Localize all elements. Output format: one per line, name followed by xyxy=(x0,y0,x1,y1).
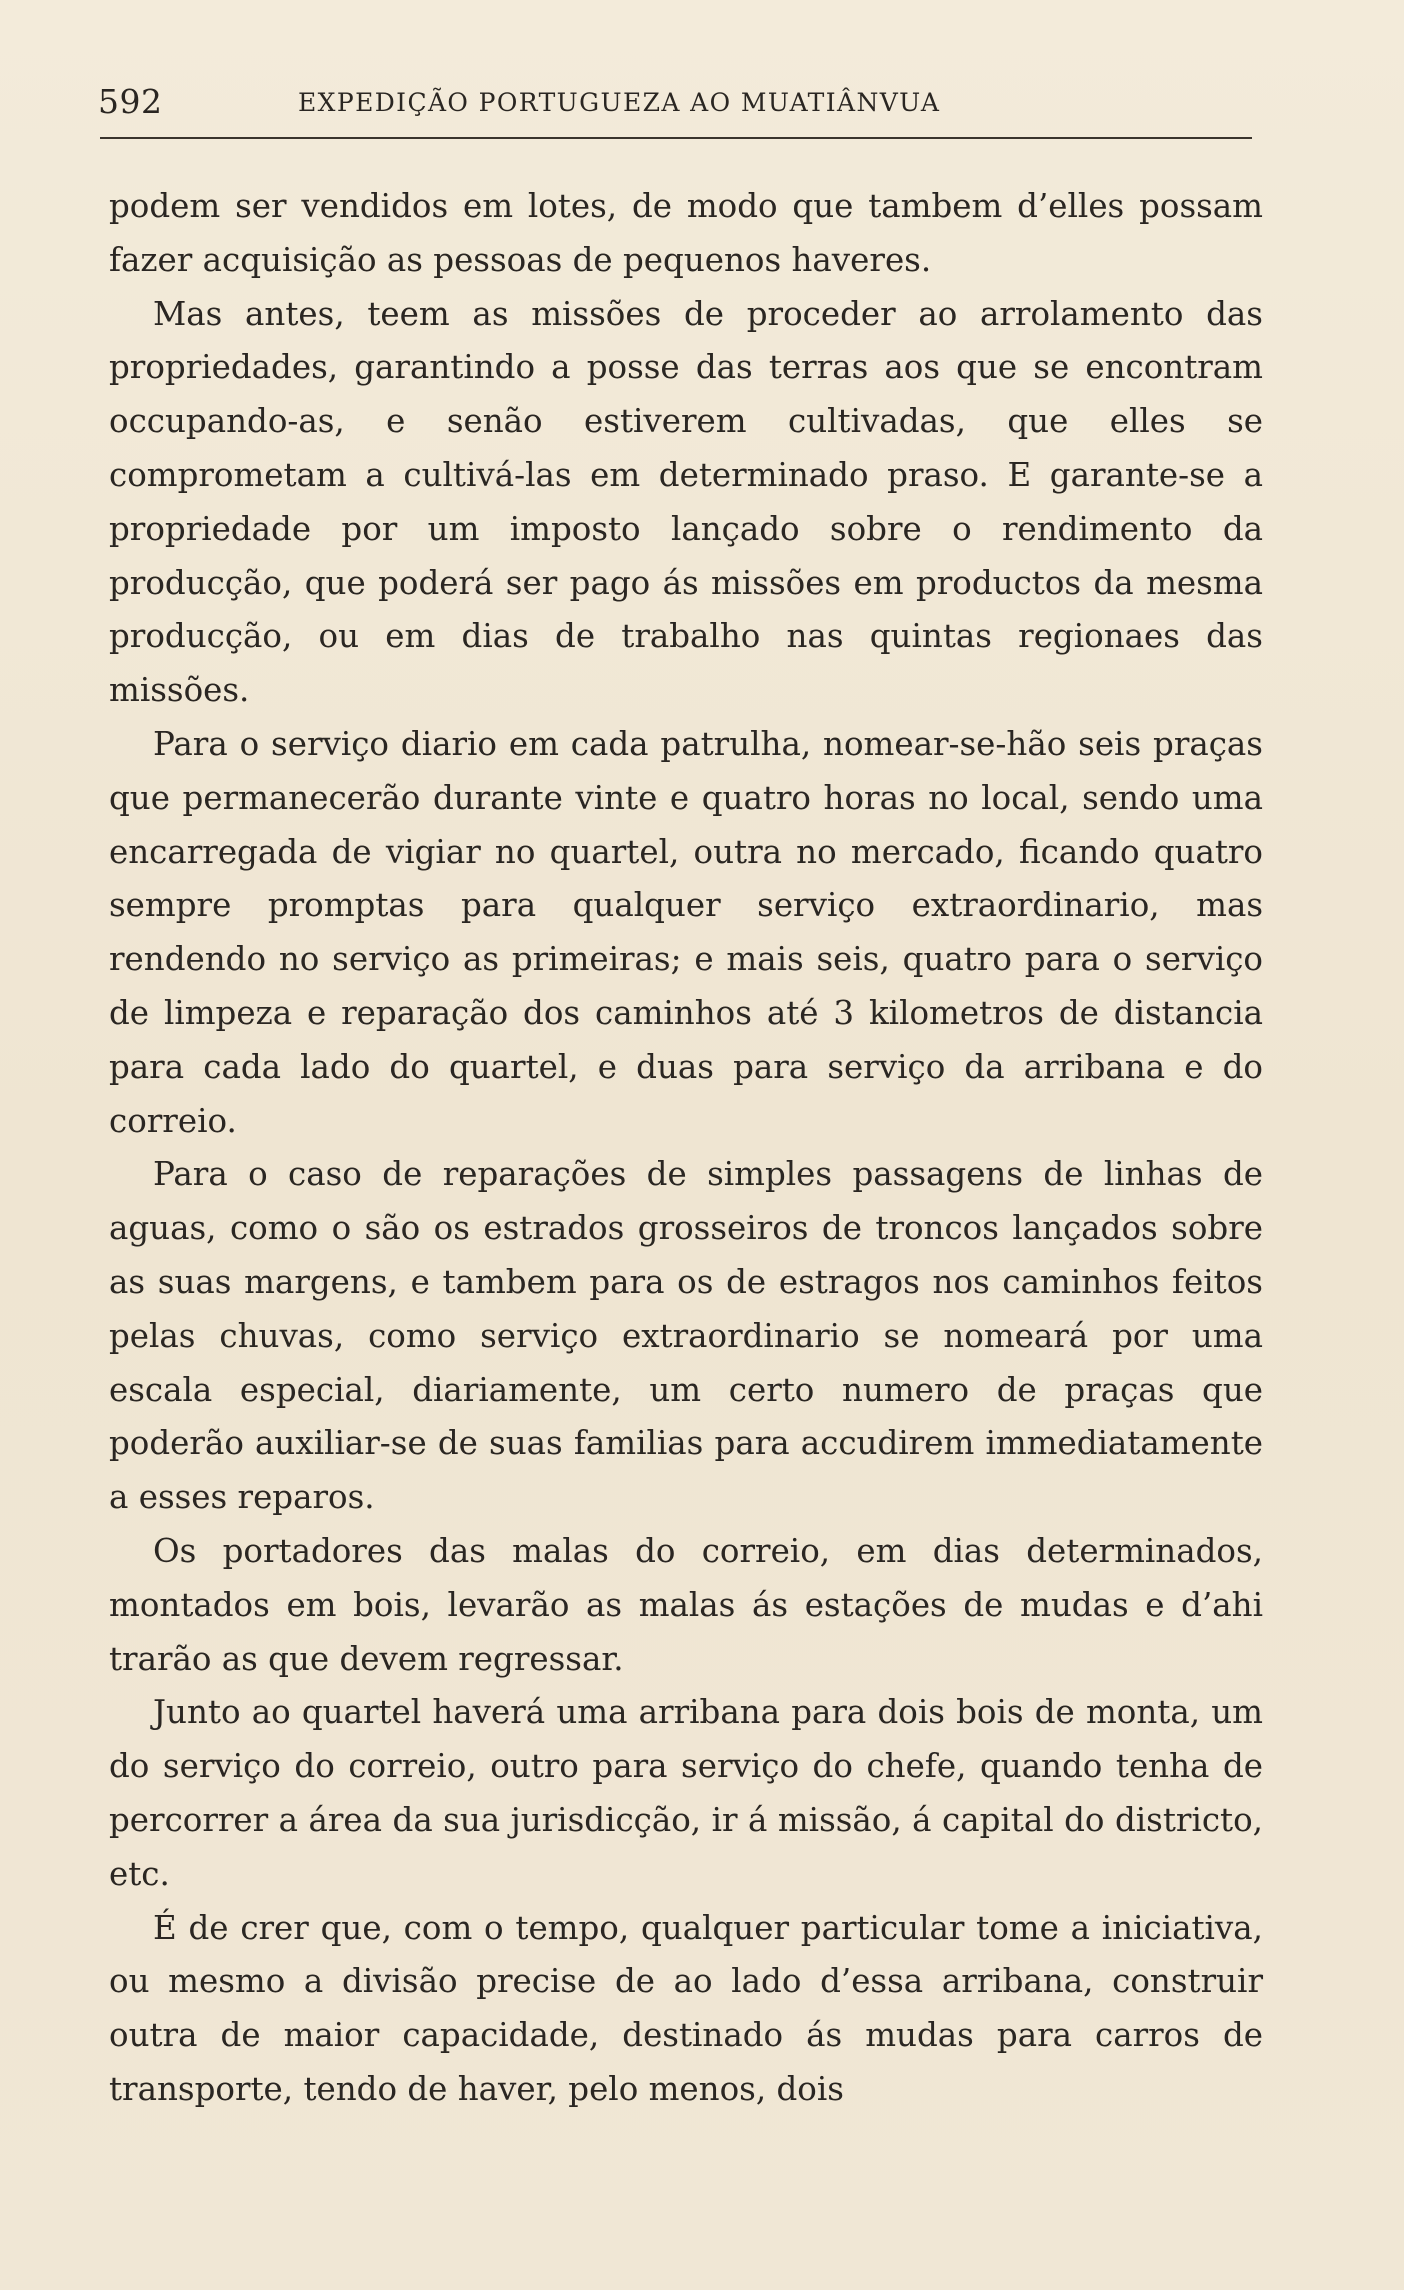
paragraph: Para o serviço diario em cada patrulha, nomear-se-hão seis praças que permanecerão durante vinte e quatro horas no local, sendo uma encarregada de vigiar no quartel, outra no mercado, ficando quatro sempre promptas para qualquer serviço extraordinario, mas rendendo no serviço as primeiras; e mais seis, quatro para o serviço de limpeza e reparação dos caminhos até 3 kilometros de distancia para cada lado do quartel, e duas para serviço da arribana e do correio. xyxy=(109,724,1263,1140)
paragraph: Os portadores das malas do correio, em dias determinados, montados em bois, levarão as malas ás estações de mudas e d’ahi trarão as que devem regressar. xyxy=(109,1531,1263,1678)
paragraph: Junto ao quartel haverá uma arribana para dois bois de monta, um do serviço do correio, outro para serviço do chefe, quando tenha de percorrer a área da sua jurisdicção, ir á missão, á capital do districto, etc. xyxy=(109,1693,1263,1893)
page-number: 592 xyxy=(98,82,163,121)
page-header xyxy=(98,82,1263,134)
body-text xyxy=(109,180,1263,2117)
paragraph: Para o caso de reparações de simples passagens de linhas de aguas, como o são os estrados grosseiros de troncos lançados sobre as suas margens, e tambem para os de estragos nos caminhos feitos pelas chuvas, como serviço extraordinario se nomeará por uma escala especial, diariamente, um certo numero de praças que poderão auxiliar-se de suas familias para accudirem immediatamente a esses reparos. xyxy=(109,1155,1263,1517)
header-divider xyxy=(100,137,1252,139)
paragraph-continued: podem ser vendidos em lotes, de modo que tambem d’elles possam fazer acquisição as pessoas de pequenos haveres. xyxy=(109,187,1263,279)
running-title: EXPEDIÇÃO PORTUGUEZA AO MUATIÂNVUA xyxy=(298,88,941,117)
paragraph: Mas antes, teem as missões de proceder ao arrolamento das propriedades, garantindo a posse das terras aos que se encontram occupando-as, e senão estiverem cultivadas, que elles se comprometam a cultivá-las em determinado praso. E garante-se a propriedade por um imposto lançado sobre o rendimento da producção, que poderá ser pago ás missões em productos da mesma producção, ou em dias de trabalho nas quintas regionaes das missões. xyxy=(109,294,1263,710)
paragraph: É de crer que, com o tempo, qualquer particular tome a iniciativa, ou mesmo a divisão precise de ao lado d’essa arribana, construir outra de maior capacidade, destinado ás mudas para carros de transporte, tendo de haver, pelo menos, dois xyxy=(109,1908,1263,2108)
